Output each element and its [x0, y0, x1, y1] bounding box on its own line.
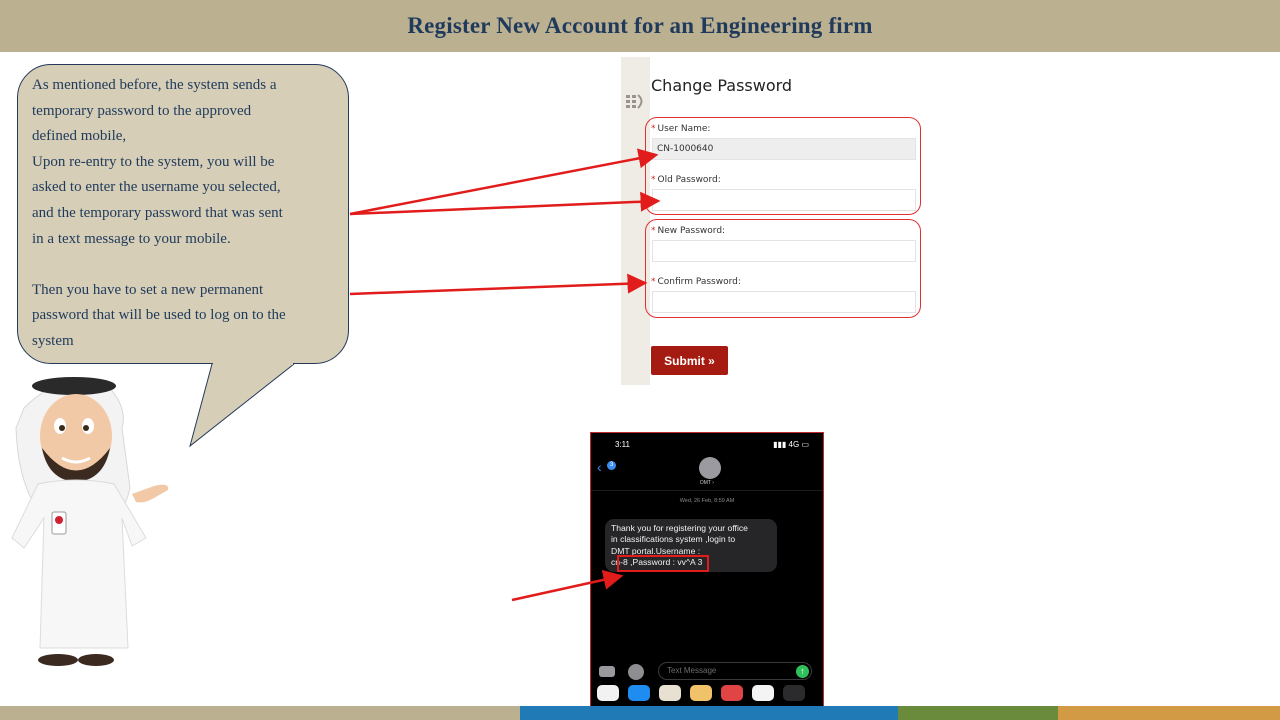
speech-bubble-tail	[190, 364, 294, 446]
back-chevron-icon[interactable]: ‹	[597, 459, 602, 475]
speech-bubble-text: As mentioned before, the system sends a temporary password to the approved defined mobile, Upon re-entry to the system, you will be asked to enter the username you selected, and the temporary password that was sent in a text message to your mobile. Then you have to set a new permanent password that will be used to log on to the system	[32, 77, 286, 349]
battery-icon: ▭	[799, 440, 809, 449]
arrow-to-old-password	[350, 201, 658, 214]
text-message-input[interactable]: Text Message	[658, 662, 812, 680]
confirm-password-label: * Confirm Password:	[651, 277, 741, 287]
arrow-to-username	[350, 155, 656, 214]
sms-message-bubble: Thank you for registering your office in classifications system ,login to DMT portal.Username : cn-8 ,Password : vv^A 3	[605, 519, 777, 572]
old-password-label: * Old Password:	[651, 175, 721, 185]
network-label: 4G	[788, 440, 800, 449]
tail-joint-cover	[213, 361, 293, 365]
submit-button[interactable]: Submit »	[651, 346, 728, 375]
sms-credentials-highlight	[618, 556, 708, 571]
username-label: * User Name:	[651, 124, 711, 134]
new-password-label: * New Password:	[651, 226, 726, 236]
phone-time: 3:11	[615, 440, 630, 449]
slide-title: Register New Account for an Engineering firm	[407, 13, 873, 38]
contact-name[interactable]: DMT ›	[700, 480, 714, 486]
message-date: Wed, 26 Feb, 8:59 AM	[679, 498, 735, 504]
change-password-title: Change Password	[651, 76, 793, 95]
arrow-to-new-password	[350, 283, 645, 294]
arrow-to-sms	[512, 576, 621, 600]
back-badge: 3	[607, 461, 616, 470]
send-arrow-icon[interactable]: ↑	[796, 665, 809, 678]
username-field[interactable]: CN-1000640	[652, 138, 916, 160]
signal-icon: ▮▮▮	[773, 440, 789, 449]
